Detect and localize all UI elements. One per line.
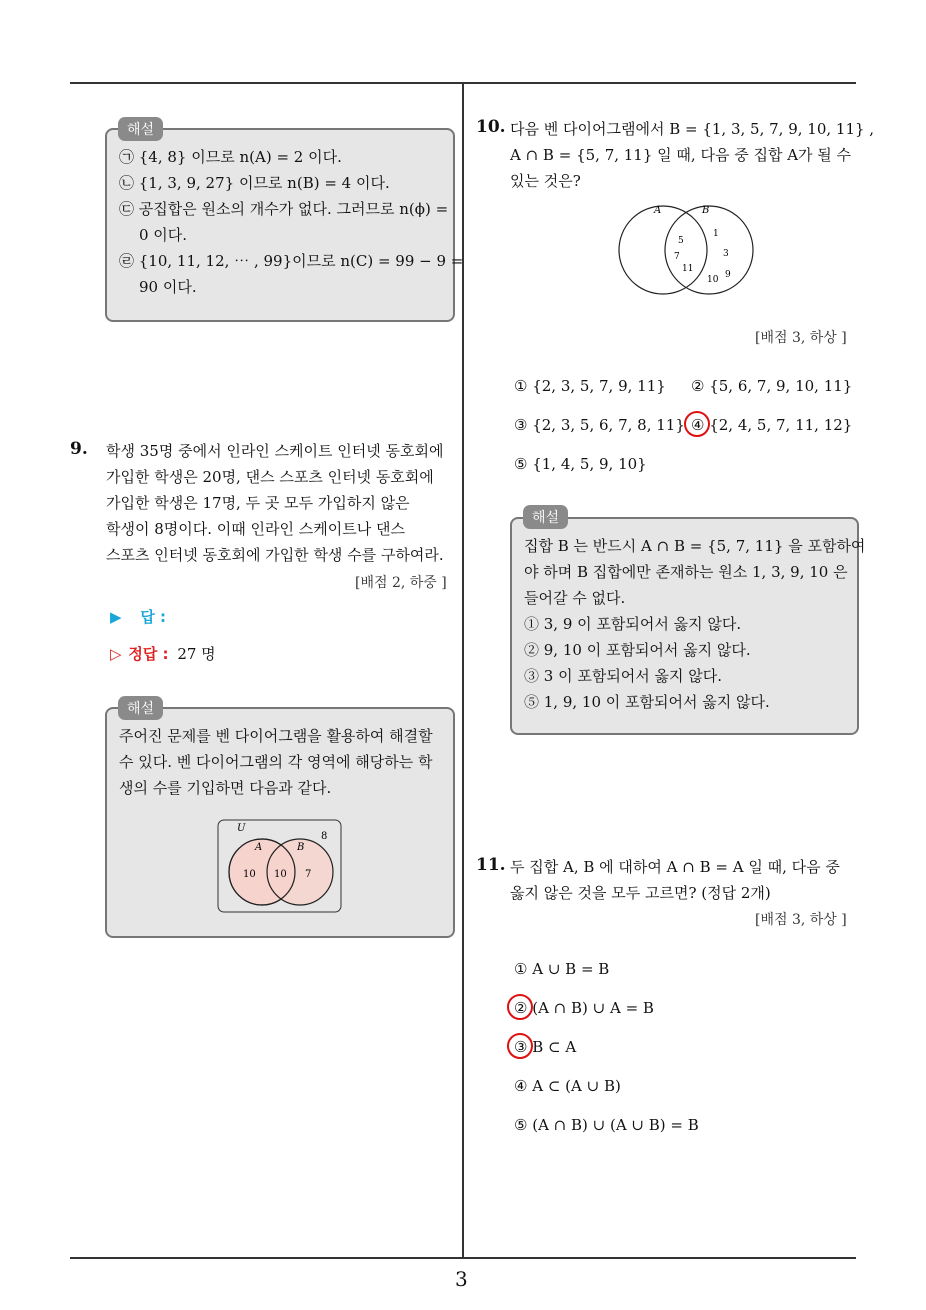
answer-mark-circle (507, 1033, 533, 1059)
explanation-tag: 해설 (118, 117, 163, 141)
question-line: 스포츠 인터넷 동호회에 가입한 학생 수를 구하여라. (106, 546, 444, 564)
venn-element: 11 (682, 264, 694, 274)
venn-a-label: A (654, 205, 662, 216)
venn-diagram-students (217, 819, 343, 915)
question-line: 옳지 않은 것을 모두 고르면? (정답 2개) (510, 884, 771, 902)
explanation-line: ① 3, 9 이 포함되어서 옳지 않다. (524, 615, 742, 633)
question-line: 가입한 학생은 17명, 두 곳 모두 가입하지 않은 (106, 494, 410, 512)
answer-mark-circle (684, 411, 710, 437)
explanation-line: ㉣ {10, 11, 12, ⋯ , 99}이므로 n(C) = 99 − 9 = (119, 252, 464, 270)
explanation-line: 0 이다. (139, 226, 188, 244)
points-label: [배점 2, 하중 ] (355, 575, 447, 591)
explanation-line: ② 9, 10 이 포함되어서 옳지 않다. (524, 641, 751, 659)
venn-element: 5 (678, 236, 684, 246)
question-line: 있는 것은? (510, 172, 581, 190)
explanation-line: 주어진 문제를 벤 다이어그램을 활용하여 해결할 (119, 727, 433, 745)
question-line: 가입한 학생은 20명, 댄스 스포츠 인터넷 동호회에 (106, 468, 434, 486)
choice-1[interactable]: ① {2, 3, 5, 7, 9, 11} (514, 377, 666, 395)
venn-element: 10 (707, 275, 719, 285)
venn-a-label: A (255, 842, 263, 853)
venn-element: 7 (674, 252, 680, 262)
choice-2[interactable]: ② (A ∩ B) ∪ A = B (514, 999, 654, 1017)
explanation-line: 90 이다. (139, 278, 197, 296)
explanation-line: ㉡ {1, 3, 9, 27} 이므로 n(B) = 4 이다. (119, 174, 390, 192)
page-number: 3 (455, 1267, 468, 1291)
explanation-line: 들어갈 수 없다. (524, 589, 626, 607)
question-line: 두 집합 A, B 에 대하여 A ∩ B = A 일 때, 다음 중 (510, 858, 840, 876)
question-10-text (510, 116, 874, 194)
explanation-line: 수 있다. 벤 다이어그램의 각 영역에 해당하는 학 (119, 753, 433, 771)
answer-arrow-icon: ▶ (110, 608, 122, 626)
explanation-line: ㉠ {4, 8} 이므로 n(A) = 2 이다. (119, 148, 342, 166)
bottom-rule (70, 1257, 856, 1259)
explanation-line: 야 하며 B 집합에만 존재하는 원소 1, 3, 9, 10 은 (524, 563, 848, 581)
explanation-line: ㉢ 공집합은 원소의 개수가 없다. 그러므로 n(ϕ) = (119, 200, 449, 218)
choice-4[interactable]: ④ {2, 4, 5, 7, 11, 12} (691, 416, 853, 434)
question-line: A ∩ B = {5, 7, 11} 일 때, 다음 중 집합 A가 될 수 (510, 146, 852, 164)
explanation-box-1 (105, 128, 464, 322)
venn-element: 1 (713, 229, 719, 239)
explanation-box-3 (510, 517, 866, 735)
question-number: 9. (70, 439, 88, 459)
choice-2[interactable]: ② {5, 6, 7, 9, 10, 11} (691, 377, 853, 395)
choice-1[interactable]: ① A ∪ B = B (514, 960, 610, 978)
explanation-tag: 해설 (523, 505, 568, 529)
question-line: 다음 벤 다이어그램에서 B = {1, 3, 5, 7, 9, 10, 11} , (510, 120, 875, 138)
points-label: [배점 3, 하상 ] (755, 912, 847, 928)
correct-value: 27 명 (177, 645, 216, 663)
question-9-text (106, 438, 444, 568)
question-number: 11. (476, 855, 506, 875)
answer-row (110, 606, 166, 627)
venn-outside-count: 8 (321, 831, 328, 842)
question-line: 학생이 8명이다. 이때 인라인 스케이트나 댄스 (106, 520, 405, 538)
explanation-tag: 해설 (118, 696, 163, 720)
venn-u-label: U (237, 823, 246, 834)
choice-5[interactable]: ⑤ {1, 4, 5, 9, 10} (514, 455, 647, 473)
answer-label: 답 : (140, 608, 167, 626)
explanation-line: 생의 수를 기입하면 다음과 같다. (119, 779, 332, 797)
venn-b-label: B (702, 205, 710, 216)
choice-3[interactable]: ③ B ⊂ A (514, 1038, 577, 1056)
venn-b-label: B (297, 842, 305, 853)
correct-arrow-icon: ▷ (110, 645, 122, 663)
question-line: 학생 35명 중에서 인라인 스케이트 인터넷 동호회에 (106, 442, 444, 460)
venn-diagram-q10 (610, 200, 760, 300)
explanation-line: 집합 B 는 반드시 A ∩ B = {5, 7, 11} 을 포함하여 (524, 537, 866, 555)
points-label: [배점 3, 하상 ] (755, 330, 847, 346)
venn-b-only-count: 7 (305, 869, 312, 880)
answer-mark-circle (507, 994, 533, 1020)
question-11-text (510, 854, 840, 906)
venn-both-count: 10 (274, 869, 287, 880)
choice-5[interactable]: ⑤ (A ∩ B) ∪ (A ∪ B) = B (514, 1116, 699, 1134)
question-number: 10. (476, 117, 506, 137)
choice-4[interactable]: ④ A ⊂ (A ∪ B) (514, 1077, 621, 1095)
venn-a-only-count: 10 (243, 869, 256, 880)
correct-label: 정답 : (128, 645, 169, 663)
venn-element: 9 (725, 270, 731, 280)
choice-3[interactable]: ③ {2, 3, 5, 6, 7, 8, 11} (514, 416, 685, 434)
explanation-line: ③ 3 이 포함되어서 옳지 않다. (524, 667, 723, 685)
correct-answer-row (110, 643, 216, 664)
explanation-box-2 (105, 707, 455, 938)
venn-element: 3 (723, 249, 729, 259)
explanation-line: ⑤ 1, 9, 10 이 포함되어서 옳지 않다. (524, 693, 770, 711)
